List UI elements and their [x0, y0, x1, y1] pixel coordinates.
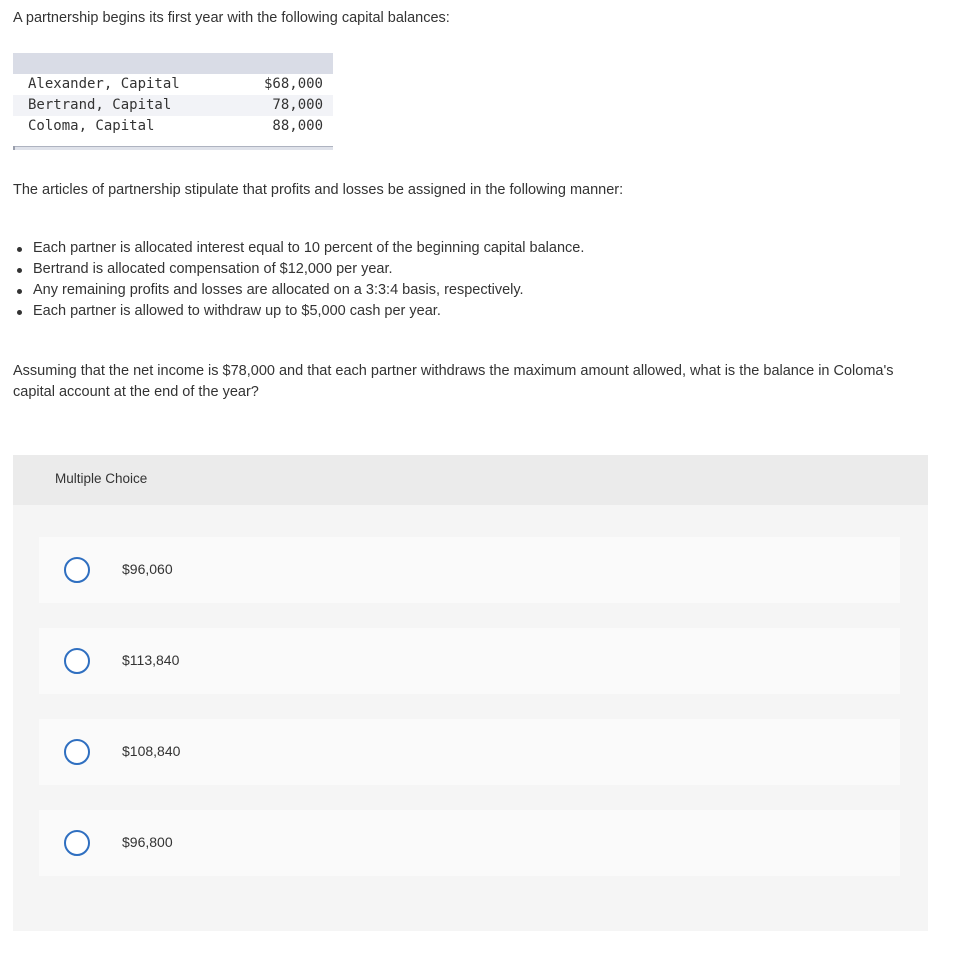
- capital-balances-table: [13, 53, 333, 153]
- allocation-rules-list: [13, 238, 584, 322]
- articles-text: The articles of partnership stipulate that profits and losses be assigned in the following manner:: [13, 182, 624, 198]
- choice-option-4[interactable]: [39, 810, 900, 876]
- list-item: Each partner is allocated interest equal to 10 percent of the beginning capital balance.: [13, 238, 584, 259]
- capital-amount: 78,000: [272, 97, 323, 113]
- choice-label: $96,060: [122, 561, 173, 577]
- list-item: Each partner is allowed to withdraw up to $5,000 cash per year.: [13, 301, 584, 322]
- capital-amount: 88,000: [272, 118, 323, 134]
- choice-option-1[interactable]: [39, 537, 900, 603]
- choice-option-2[interactable]: [39, 628, 900, 694]
- choice-option-3[interactable]: [39, 719, 900, 785]
- radio-button-icon[interactable]: [64, 648, 90, 674]
- list-item: Bertrand is allocated compensation of $12,000 per year.: [13, 259, 584, 280]
- capital-amount: $68,000: [263, 76, 323, 92]
- partner-name: Coloma, Capital: [28, 118, 155, 134]
- intro-text: A partnership begins its first year with the following capital balances:: [13, 10, 450, 26]
- choice-label: $96,800: [122, 834, 173, 850]
- table-row: [13, 74, 333, 95]
- list-item: Any remaining profits and losses are allocated on a 3:3:4 basis, respectively.: [13, 280, 584, 301]
- table-footer: [13, 146, 333, 150]
- choice-label: $113,840: [122, 652, 180, 668]
- choice-label: $108,840: [122, 743, 181, 759]
- radio-button-icon[interactable]: [64, 830, 90, 856]
- table-row: [13, 95, 333, 116]
- multiple-choice-panel: [13, 455, 928, 931]
- multiple-choice-title: Multiple Choice: [55, 471, 148, 486]
- radio-button-icon[interactable]: [64, 739, 90, 765]
- table-header: [13, 53, 333, 74]
- partner-name: Alexander, Capital: [28, 76, 180, 92]
- partner-name: Bertrand, Capital: [28, 97, 172, 113]
- question-text: Assuming that the net income is $78,000 and that each partner withdraws the maximum amount allowed, what is the balance in Coloma's capital account at the end of the year?: [13, 363, 894, 400]
- table-row: [13, 116, 333, 137]
- multiple-choice-header: [13, 455, 928, 505]
- radio-button-icon[interactable]: [64, 557, 90, 583]
